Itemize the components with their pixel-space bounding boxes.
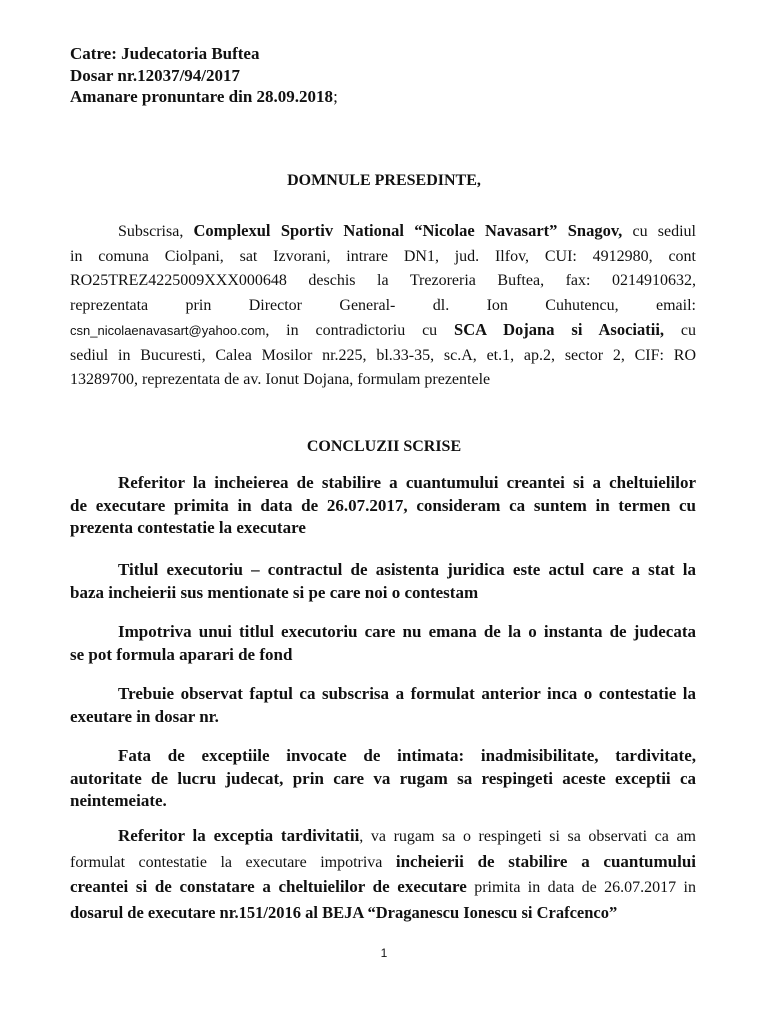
paragraph-line: Titlul executoriu – contractul de asistenta juridica este actul care a stat la: [118, 560, 696, 579]
intro-text: cu sediul: [622, 223, 696, 240]
intro-line-5: [70, 318, 696, 344]
paragraph-line: Referitor la incheierea de stabilire a cuantumului creantei si a cheltuielilor: [118, 473, 696, 492]
intro-paragraph: [70, 219, 696, 393]
paragraph-line: [70, 875, 696, 901]
paragraph-line: prezenta contestatie la executare: [70, 518, 306, 537]
paragraph-text: formulat contestatie la executare impotriva: [70, 853, 396, 871]
intro-line-1: [70, 219, 696, 245]
paragraph-text: primita in data de 26.07.2017 in: [466, 879, 696, 896]
paragraph-deadline: [70, 472, 696, 540]
paragraph-line: dosarul de executare nr.151/2016 al BEJA “Draganescu Ionescu si Crafcenco”: [70, 902, 618, 922]
paragraph-tardiness: [70, 824, 696, 925]
paragraph-line: se pot formula aparari de fond: [70, 644, 293, 664]
intro-text: , in contradictoriu cu: [265, 322, 455, 339]
paragraph-line: Impotriva unui titlul executoriu care nu emana de la o instanta de judecata: [118, 622, 696, 641]
emphasis-text: incheierii de stabilire a cuantumului: [395, 851, 696, 871]
intro-line-6: sediul in Bucuresti, Calea Mosilor nr.225, bl.33-35, sc.A, et.1, ap.2, sector 2, CIF: RO: [70, 346, 696, 364]
intro-line-4: reprezentata prin Director General- dl. Ion Cuhutencu, email:: [70, 296, 696, 314]
section-title: CONCLUZII SCRISE: [306, 438, 462, 455]
paragraph-line: [70, 850, 696, 876]
postponement-line: [70, 86, 338, 108]
paragraph-enforcement-title: [70, 559, 696, 604]
document-header: [70, 43, 338, 108]
paragraph-exceptions: [70, 745, 696, 813]
intro-line-7: 13289700, reprezentata de av. Ionut Dojana, formulam prezentele: [70, 371, 491, 388]
email-address: csn_nicolaenavasart@yahoo.com: [70, 323, 266, 338]
plaintiff-name: Complexul Sportiv National “Nicolae Navasart” Snagov,: [193, 221, 623, 240]
intro-line-2: in comuna Ciolpani, sat Izvorani, intrare DN1, jud. Ilfov, CUI: 4912980, cont: [70, 247, 696, 265]
paragraph-line: Trebuie observat faptul ca subscrisa a formulat anterior inca o contestatie la: [118, 684, 696, 703]
paragraph-text: , va rugam sa o respingeti si sa observati ca am: [359, 828, 696, 845]
opposing-party-name: SCA Dojana si Asociatii,: [454, 320, 665, 339]
recipient-line: Catre: Judecatoria Buftea: [70, 44, 260, 63]
page-number: 1: [380, 946, 388, 960]
paragraph-line: [70, 824, 696, 850]
postponement-text: Amanare pronuntare din 28.09.2018: [70, 87, 334, 106]
paragraph-line: Fata de exceptiile invocate de intimata: inadmisibilitate, tardivitate,: [118, 746, 696, 765]
intro-text: cu: [664, 322, 697, 339]
address-title: DOMNULE PRESEDINTE,: [287, 172, 481, 189]
paragraph-line: de executare primita in data de 26.07.2017, consideram ca suntem in termen cu: [70, 495, 696, 515]
paragraph-line: exeutare in dosar nr.: [70, 706, 219, 726]
intro-line-3: RO25TREZ4225009XXX000648 deschis la Trezoreria Buftea, fax: 0214910632,: [70, 272, 696, 289]
paragraph-line: autoritate de lucru judecat, prin care va rugam sa respingeti aceste exceptii ca: [70, 768, 696, 788]
paragraph-line: baza incheierii sus mentionate si pe care noi o contestam: [70, 582, 479, 602]
case-number-line: Dosar nr.12037/94/2017: [70, 65, 241, 85]
paragraph-line: neintemeiate.: [70, 791, 167, 810]
emphasis-text: creantei si de constatare a cheltuielilor de executare: [70, 877, 467, 896]
paragraph-previous-contest: [70, 683, 696, 728]
postponement-semicolon: ;: [333, 87, 338, 106]
paragraph-defenses: [70, 621, 696, 666]
emphasis-text: Referitor la exceptia tardivitatii: [118, 826, 360, 845]
intro-text: Subscrisa,: [118, 223, 194, 240]
